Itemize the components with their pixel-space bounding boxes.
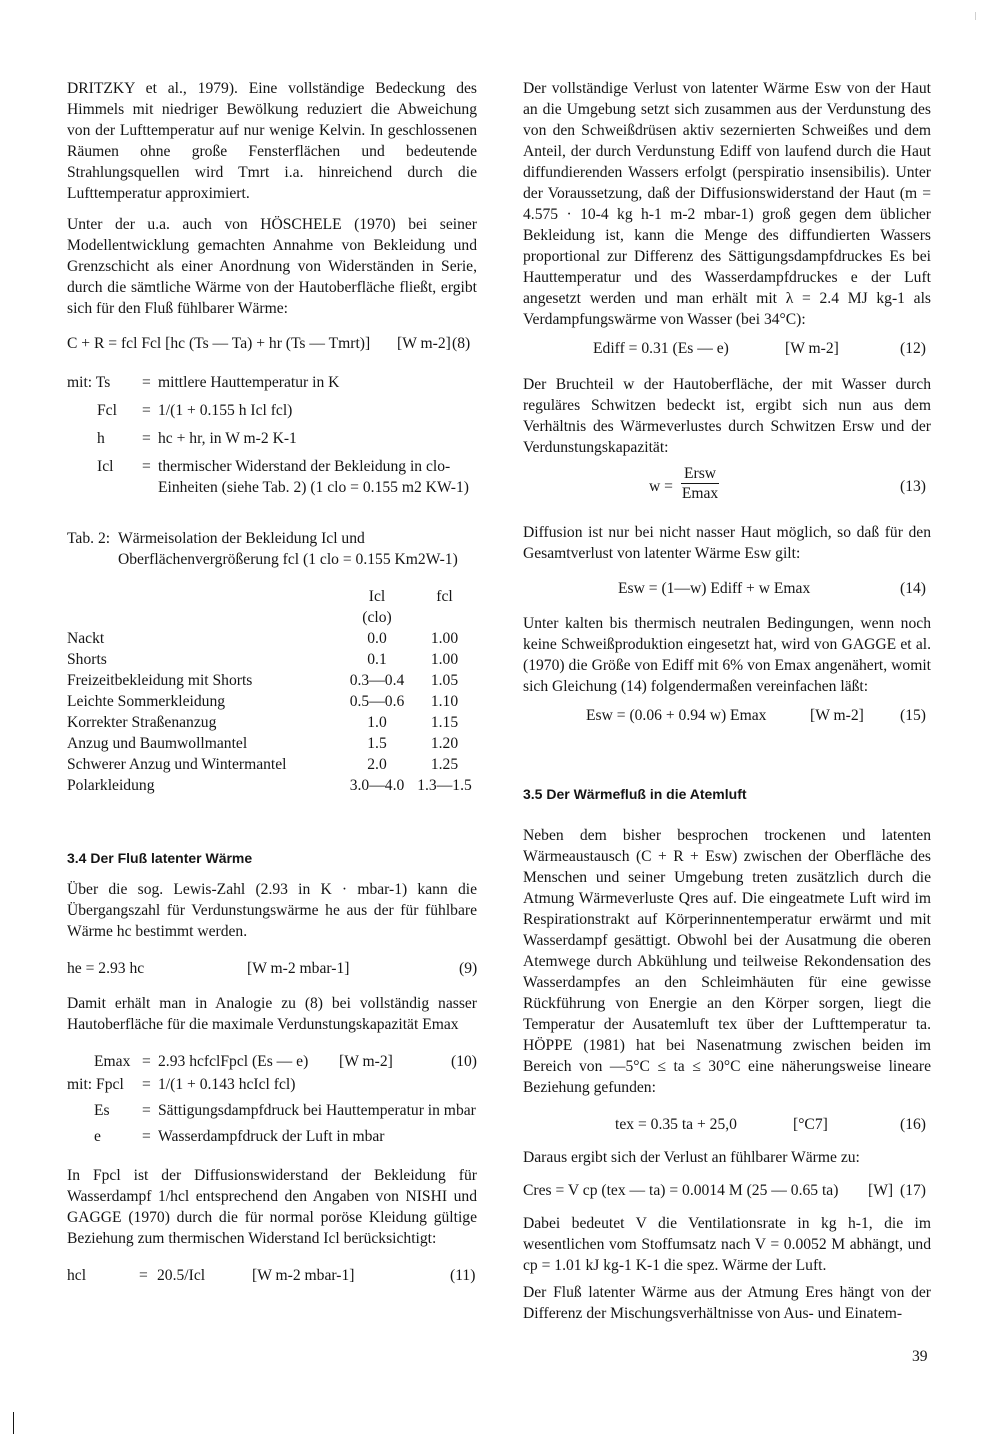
left-paragraph-4: Damit erhält man in Analogie zu (8) bei vollständig nasser Hautoberfläche für die maximale Verdunstungskapazität Emax (67, 995, 477, 1033)
table-2 (67, 586, 477, 796)
equation-16-unit: [°C7] (793, 1116, 828, 1133)
table-cell-fcl: 1.25 (430, 756, 459, 773)
left-paragraph-3: Über die sog. Lewis-Zahl (2.93 in K · mbar-1) kann die Übergangszahl für Verdunstungswärme he aus der für fühlbare Wärme hc bestimmt werden. (67, 881, 477, 940)
equation-15-unit: [W m-2] (810, 707, 864, 724)
definition-text: 1/(1 + 0.155 h Icl fcl) (158, 402, 293, 419)
equation-16-number: (16) (900, 1116, 926, 1133)
table-header-icl: Icl (368, 588, 386, 605)
equation-13-denominator: Emax (681, 485, 719, 502)
definition-text: hc + hr, in W m-2 K-1 (158, 430, 297, 447)
definition-symbol: Icl (97, 458, 114, 475)
equation-14-formula: Esw = (1—w) Ediff + w Emax (618, 580, 811, 597)
table-row (67, 670, 477, 691)
equation-14 (523, 578, 931, 599)
table-cell-icl: 0.5—0.6 (349, 693, 405, 710)
table-row (67, 691, 477, 712)
right-paragraph-4: Unter kalten bis thermisch neutralen Bedingungen, wenn noch keine Schweißproduktion eingesetzt hat, wird von GAGGE et al. (1970) die Größe von Ediff mit 6% von Emax angenähert, womit sich Gleichung (14) folgendermaßen vereinfachen läßt: (523, 615, 931, 695)
right-paragraph-7: Dabei bedeutet V die Ventilationsrate in kg h-1, die im wesentlichen vom Stoffumsatz nach V = 0.0052 M abhängt, und cp = 1.01 kJ kg-1 K-1 die spez. Wärme der Luft. (523, 1215, 931, 1274)
right-paragraph-3: Diffusion ist nur bei nicht nasser Haut möglich, so daß für den Gesamtverlust von latenter Wärme Esw gilt: (523, 524, 931, 562)
equation-9-unit: [W m-2 mbar-1] (247, 960, 350, 977)
table-row (67, 712, 477, 733)
table-cell-name: Freizeitbekleidung mit Shorts (67, 672, 253, 689)
table-cell-icl: 3.0—4.0 (349, 777, 405, 794)
table-row (67, 775, 477, 796)
table-cell-fcl: 1.3—1.5 (417, 777, 472, 794)
equation-17-formula: Cres = V cp (tex — ta) = 0.0014 M (25 — 0.65 ta) (523, 1182, 839, 1199)
table-cell-icl: 1.5 (367, 735, 387, 752)
definition-symbol: Es (94, 1102, 110, 1119)
table-2-label: Tab. 2: (67, 530, 111, 547)
equation-12-formula: Ediff = 0.31 (Es — e) (593, 340, 729, 357)
table-cell-name: Leichte Sommerkleidung (67, 693, 226, 710)
equation-8-unit: [W m-2] (397, 335, 451, 352)
equation-11-lhs: hcl (67, 1267, 87, 1284)
equation-8-number: (8) (452, 335, 471, 352)
table-cell-name: Schwerer Anzug und Wintermantel (67, 756, 287, 773)
definition-text: Sättigungsdampfdruck bei Hauttemperatur in mbar (158, 1102, 476, 1119)
definition-symbol: Ts (95, 374, 111, 391)
table-cell-name: Anzug und Baumwollmantel (67, 735, 248, 752)
table-header-unit: (clo) (362, 609, 392, 626)
left-column (67, 78, 477, 1286)
definition-prefix: mit: (67, 374, 93, 391)
right-paragraph-8: Der Fluß latenter Wärme aus der Atmung Eres hängt von der Differenz der Mischungsverhältnisse von Aus- und Einatem- (523, 1284, 931, 1322)
equation-11: hcl = 20.5/Icl [W m-2 mbar-1] (11) (67, 1267, 476, 1284)
table-cell-fcl: 1.15 (430, 714, 459, 731)
equation-17-unit: [W] (868, 1182, 894, 1199)
equation-14-number: (14) (900, 580, 926, 597)
table-row (67, 733, 477, 754)
table-cell-fcl: 1.20 (430, 735, 459, 752)
equation-13 (523, 464, 931, 508)
table-2-caption (67, 528, 477, 570)
right-paragraph-2: Der Bruchteil w der Hautoberfläche, der mit Wasser durch reguläres Schwitzen bedeckt ist, ergibt sich nun aus dem Verhältnis des Wärmeverlustes durch Schwitzen Ersw und der Verdunstungskapazität: (523, 376, 931, 456)
table-header-row (67, 607, 477, 628)
table-row (67, 754, 477, 775)
table-cell-name: Nackt (67, 630, 105, 647)
equation-10: Emax = 2.93 hcfclFpcl (Es — e) [W m-2] (10) (94, 1053, 477, 1070)
equation-16-formula: tex = 0.35 ta + 25,0 (615, 1116, 737, 1133)
table-cell-icl: 0.0 (367, 630, 387, 647)
definition-row: h = hc + hr, in W m-2 K-1 (67, 428, 477, 449)
equation-12-unit: [W m-2] (785, 340, 839, 357)
equation-9 (67, 958, 477, 979)
equation-10-unit: [W m-2] (339, 1053, 393, 1070)
equation-17 (523, 1180, 931, 1201)
table-cell-icl: 1.0 (367, 714, 387, 731)
definition-prefix: mit: (67, 1076, 93, 1093)
equation-15-formula: Esw = (0.06 + 0.94 w) Emax (586, 707, 767, 724)
left-paragraph-5: In Fpcl ist der Diffusionswiderstand der Bekleidung für Wasserdampf 1/hcl entsprechend den Angaben von NISHI und GAGGE (1970) durch die für normal poröse Kleidung gültige Beziehung zum thermischen Widerstand Icl berücksichtigt: (67, 1167, 477, 1247)
equation-11-number: (11) (450, 1267, 476, 1284)
definitions-8 (67, 372, 477, 498)
table-header-fcl: fcl (436, 588, 453, 605)
right-paragraph-1: Der vollständige Verlust von latenter Wärme Esw von der Haut an die Umgebung setzt sich zusammen aus der Verdunstung des von den Schweißdrüsen aktiv sezernierten Schweißes und dem Anteil, der durch Verdunstung Ediff von laufend durch die Haut diffundierenden Wassers erfolgt (perspiratio insensibilis). Unter der Voraussetzung, daß der Diffusionswiderstand der Haut (m = 4.575 · 10-4 kg h-1 m-2 mbar-1) groß gegen dem üblicher Bekleidung ist, kann die Menge des diffundierten Wassers proportional zur Differenz des Sättigungsdampfdruckes Es bei Hauttemperatur und des Wasserdampfdruckes e der Luft angesetzt werden und man erhält mit λ = 2.4 MJ kg-1 als Verdampfungswärme von Wasser (bei 34°C): (523, 80, 931, 328)
equation-8 (67, 333, 477, 354)
definition-row: mit: Fpcl = 1/(1 + 0.143 hcIcl fcl) (67, 1074, 477, 1095)
equation-13-lhs: w = (649, 478, 673, 495)
equation-10-rhs: 2.93 hcfclFpcl (Es — e) (158, 1053, 309, 1070)
definition-row: Es = Sättigungsdampfdruck bei Hauttemperatur in mbar (67, 1100, 477, 1121)
table-cell-name: Korrekter Straßenanzug (67, 714, 217, 731)
table-cell-icl: 0.3—0.4 (349, 672, 405, 689)
equation-10-lhs: Emax (94, 1053, 131, 1070)
table-cell-name: Shorts (67, 651, 107, 668)
left-paragraph-1: DRITZKY et al., 1979). Eine vollständige Bedeckung des Himmels mit niedriger Bewölkung reduziert die Abweichung von der Lufttemperatur auf nur wenige Kelvin. In geschlossenen Räumen ohne große Fensterflächen und bedeutende Strahlungsquellen wird Tmrt i.a. hinreichend durch die Lufttemperatur approximiert. (67, 80, 477, 202)
definition-symbol: e (94, 1128, 101, 1145)
table-2-caption-text: Wärmeisolation der Bekleidung Icl und Oberflächenvergrößerung fcl (1 clo = 0.155 Km2W-1) (118, 530, 458, 568)
right-paragraph-6: Daraus ergibt sich der Verlust an fühlbarer Wärme zu: (523, 1149, 860, 1166)
definition-text: Wasserdampfdruck der Luft in mbar (158, 1128, 385, 1145)
equation-12 (523, 338, 931, 359)
scan-corner-mark (975, 12, 976, 20)
definition-row: e = Wasserdampfdruck der Luft in mbar (67, 1126, 477, 1147)
right-column (523, 78, 931, 1334)
definition-text: mittlere Hauttemperatur in K (158, 374, 340, 391)
definition-row: Icl = thermischer Widerstand der Bekleidung in clo-Einheiten (siehe Tab. 2) (1 clo = 0.155 m2 KW-1) (67, 456, 477, 498)
equation-9-number: (9) (459, 960, 478, 977)
section-3-5-heading: 3.5 Der Wärmefluß in die Atemluft (523, 786, 747, 802)
equation-13-numerator: Ersw (681, 464, 719, 484)
definition-symbol: h (97, 430, 105, 447)
definition-symbol: Fpcl (96, 1076, 124, 1093)
equation-11-rhs: 20.5/Icl (157, 1267, 206, 1284)
scan-edge-mark (13, 1412, 14, 1434)
table-cell-name: Polarkleidung (67, 777, 155, 794)
equation-15-number: (15) (900, 707, 926, 724)
table-cell-fcl: 1.00 (430, 630, 459, 647)
table-header-row (67, 586, 477, 607)
equation-16 (523, 1114, 931, 1135)
left-paragraph-2: Unter der u.a. auch von HÖSCHELE (1970) bei seiner Modellentwicklung gemachten Annahme von Bekleidung und Grenzschicht als einer Anordnung von Widerständen in Serie, durch die sämtliche Wärme von der Hautoberfläche fließt, ergibt sich für den Fluß fühlbarer Wärme: (67, 216, 477, 317)
equation-12-number: (12) (900, 340, 926, 357)
table-row (67, 628, 477, 649)
definition-text: 1/(1 + 0.143 hcIcl fcl) (158, 1076, 296, 1093)
definition-row: mit: Ts = mittlere Hauttemperatur in K (67, 372, 477, 393)
section-3-4-heading: 3.4 Der Fluß latenter Wärme (67, 850, 253, 866)
table-cell-fcl: 1.10 (430, 693, 459, 710)
page-number: 39 (912, 1348, 928, 1365)
right-paragraph-5: Neben dem bisher besprochen trockenen und latenten Wärmeaustausch (C + R + Esw) zwischen der Oberfläche des Menschen und seiner Umgebung treten zusätzlich durch die Atmung Wärmeverluste Qres auf. Die eingeatmete Luft wird im Respirationstrakt auf Körperinnentemperatur erwärmt und mit Wasserdampf gesättigt. Obwohl bei der Ausatmung die oberen Atemwege durch Abkühlung und teilweise Rekondensation des Wasserdampfes an den Schleimhäuten für eine gewisse Rückführung von Energie an den Körper sorgen, liegt die Temperatur der Ausatemluft tex über der Lufttemperatur ta. HÖPPE (1981) hat bei Nasenatmung zwischen beiden im Bereich von —5°C ≤ ta ≤ 30°C eine näherungsweise lineare Beziehung gefunden: (523, 827, 931, 1096)
table-cell-icl: 2.0 (367, 756, 387, 773)
table-cell-fcl: 1.05 (430, 672, 459, 689)
definition-text: thermischer Widerstand der Bekleidung in clo-Einheiten (siehe Tab. 2) (1 clo = 0.155 m2 KW-1) (158, 458, 469, 496)
equation-15 (523, 705, 931, 726)
equation-11-unit: [W m-2 mbar-1] (252, 1267, 355, 1284)
definition-symbol: Fcl (97, 402, 117, 419)
table-row (67, 649, 477, 670)
equation-8-formula: C + R = fcl Fcl [hc (Ts — Ta) + hr (Ts — Tmrt)] (67, 335, 371, 352)
equation-10-number: (10) (451, 1053, 477, 1070)
definitions-10 (67, 1074, 477, 1147)
equation-17-number: (17) (900, 1182, 926, 1199)
equation-13-number: (13) (900, 478, 926, 495)
equation-9-formula: he = 2.93 hc (67, 960, 145, 977)
definition-row: Fcl = 1/(1 + 0.155 h Icl fcl) (67, 400, 477, 421)
table-cell-fcl: 1.00 (430, 651, 459, 668)
table-cell-icl: 0.1 (367, 651, 387, 668)
